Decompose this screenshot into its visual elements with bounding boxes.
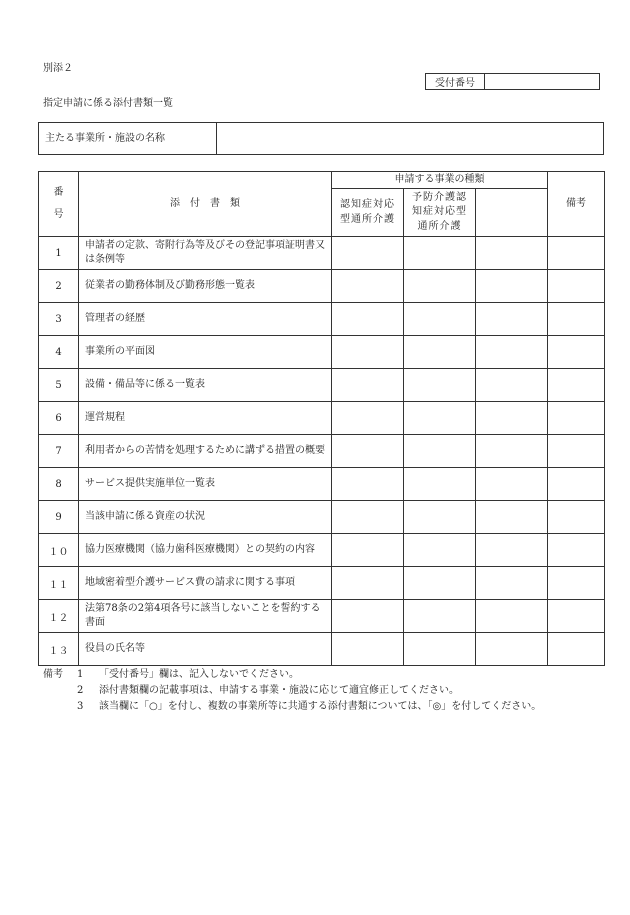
receipt-number-field[interactable] xyxy=(485,74,600,90)
service-1-check-cell[interactable] xyxy=(332,501,404,534)
remarks-cell[interactable] xyxy=(548,501,605,534)
note-text: 該当欄に「○」を付し、複数の事業所等に共通する添付書類については、「◎」を付してください。 xyxy=(99,701,542,712)
column-header-service-2: 予防介護認知症対応型通所介護 xyxy=(404,189,476,237)
facility-name-label: 主たる事業所・施設の名称 xyxy=(39,123,217,154)
note-text: 添付書類欄の記載事項は、申請する事業・施設に応じて適宜修正してください。 xyxy=(99,685,459,696)
note-item-1 xyxy=(43,667,623,683)
table-row xyxy=(39,435,605,468)
note-index: 3 xyxy=(77,701,84,712)
service-3-check-cell[interactable] xyxy=(476,633,548,666)
table-row xyxy=(39,369,605,402)
column-header-service-type: 申請する事業の種類 xyxy=(332,172,548,189)
document-name: 従業者の勤務体制及び勤務形態一覧表 xyxy=(79,270,332,303)
row-number: 3 xyxy=(39,303,79,336)
service-1-check-cell[interactable] xyxy=(332,303,404,336)
note-index: 2 xyxy=(77,685,84,696)
service-2-check-cell[interactable] xyxy=(404,534,476,567)
table-row xyxy=(39,303,605,336)
remarks-cell[interactable] xyxy=(548,567,605,600)
row-number: 1 xyxy=(39,237,79,270)
row-number: 5 xyxy=(39,369,79,402)
document-name: 地域密着型介護サービス費の請求に関する事項 xyxy=(79,567,332,600)
document-name: 運営規程 xyxy=(79,402,332,435)
row-number: １０ xyxy=(39,534,79,567)
document-name: 申請者の定款、寄附行為等及びその登記事項証明書又は条例等 xyxy=(79,237,332,270)
service-3-check-cell[interactable] xyxy=(476,534,548,567)
service-3-check-cell[interactable] xyxy=(476,435,548,468)
remarks-cell[interactable] xyxy=(548,534,605,567)
table-row xyxy=(39,402,605,435)
document-name: 当該申請に係る資産の状況 xyxy=(79,501,332,534)
document-name: 協力医療機関（協力歯科医療機関）との契約の内容 xyxy=(79,534,332,567)
service-3-check-cell[interactable] xyxy=(476,501,548,534)
document-name: 利用者からの苦情を処理するために講ずる措置の概要 xyxy=(79,435,332,468)
column-header-number xyxy=(39,172,79,237)
table-row xyxy=(39,567,605,600)
attachment-documents-table xyxy=(38,171,605,666)
document-name: 設備・備品等に係る一覧表 xyxy=(79,369,332,402)
service-1-check-cell[interactable] xyxy=(332,435,404,468)
service-1-check-cell[interactable] xyxy=(332,237,404,270)
service-2-check-cell[interactable] xyxy=(404,237,476,270)
service-1-check-cell[interactable] xyxy=(332,534,404,567)
service-3-check-cell[interactable] xyxy=(476,402,548,435)
remarks-notes xyxy=(43,667,623,715)
column-header-remarks: 備考 xyxy=(548,172,605,237)
table-row xyxy=(39,270,605,303)
column-header-service-1: 認知症対応型通所介護 xyxy=(332,189,404,237)
note-index: 1 xyxy=(77,669,84,680)
service-2-check-cell[interactable] xyxy=(404,270,476,303)
facility-name-field[interactable] xyxy=(217,123,603,154)
table-row xyxy=(39,237,605,270)
service-3-check-cell[interactable] xyxy=(476,567,548,600)
facility-name-box xyxy=(38,122,604,155)
service-2-check-cell[interactable] xyxy=(404,369,476,402)
service-3-check-cell[interactable] xyxy=(476,237,548,270)
service-2-check-cell[interactable] xyxy=(404,600,476,633)
column-header-number-line1: 番 xyxy=(53,186,64,198)
notes-label: 備考 xyxy=(43,669,63,680)
table-row xyxy=(39,501,605,534)
service-1-check-cell[interactable] xyxy=(332,468,404,501)
document-title: 指定申請に係る添付書類一覧 xyxy=(43,98,173,109)
row-number: 6 xyxy=(39,402,79,435)
table-row xyxy=(39,633,605,666)
row-number: 8 xyxy=(39,468,79,501)
receipt-number-box xyxy=(425,73,600,90)
service-2-check-cell[interactable] xyxy=(404,336,476,369)
remarks-cell[interactable] xyxy=(548,303,605,336)
document-name: 事業所の平面図 xyxy=(79,336,332,369)
service-2-check-cell[interactable] xyxy=(404,402,476,435)
service-3-check-cell[interactable] xyxy=(476,600,548,633)
remarks-cell[interactable] xyxy=(548,435,605,468)
service-2-check-cell[interactable] xyxy=(404,633,476,666)
table-row xyxy=(39,534,605,567)
service-1-check-cell[interactable] xyxy=(332,567,404,600)
service-2-check-cell[interactable] xyxy=(404,435,476,468)
table-row xyxy=(39,600,605,633)
row-number: １３ xyxy=(39,633,79,666)
table-row xyxy=(39,336,605,369)
remarks-cell[interactable] xyxy=(548,237,605,270)
remarks-cell[interactable] xyxy=(548,336,605,369)
remarks-cell[interactable] xyxy=(548,600,605,633)
remarks-cell[interactable] xyxy=(548,633,605,666)
service-2-check-cell[interactable] xyxy=(404,567,476,600)
column-header-service-3 xyxy=(476,189,548,237)
receipt-number-label: 受付番号 xyxy=(426,74,485,90)
row-number: １１ xyxy=(39,567,79,600)
service-3-check-cell[interactable] xyxy=(476,336,548,369)
row-number: １２ xyxy=(39,600,79,633)
service-1-check-cell[interactable] xyxy=(332,633,404,666)
row-number: 2 xyxy=(39,270,79,303)
column-header-document: 添 付 書 類 xyxy=(79,172,332,237)
service-1-check-cell[interactable] xyxy=(332,402,404,435)
document-name: 役員の氏名等 xyxy=(79,633,332,666)
note-text: 「受付番号」欄は、記入しないでください。 xyxy=(99,669,299,680)
remarks-cell[interactable] xyxy=(548,369,605,402)
document-name: サービス提供実施単位一覧表 xyxy=(79,468,332,501)
service-1-check-cell[interactable] xyxy=(332,369,404,402)
service-3-check-cell[interactable] xyxy=(476,270,548,303)
table-row xyxy=(39,468,605,501)
row-number: 9 xyxy=(39,501,79,534)
remarks-cell[interactable] xyxy=(548,270,605,303)
column-header-number-line2: 号 xyxy=(53,209,64,220)
service-1-check-cell[interactable] xyxy=(332,600,404,633)
service-2-check-cell[interactable] xyxy=(404,501,476,534)
document-name: 管理者の経歴 xyxy=(79,303,332,336)
attachment-label: 別添２ xyxy=(43,63,73,74)
row-number: 7 xyxy=(39,435,79,468)
service-2-check-cell[interactable] xyxy=(404,303,476,336)
document-name: 法第78条の2第4項各号に該当しないことを誓約する書面 xyxy=(79,600,332,633)
service-1-check-cell[interactable] xyxy=(332,336,404,369)
row-number: 4 xyxy=(39,336,79,369)
service-1-check-cell[interactable] xyxy=(332,270,404,303)
service-2-check-cell[interactable] xyxy=(404,468,476,501)
remarks-cell[interactable] xyxy=(548,468,605,501)
remarks-cell[interactable] xyxy=(548,402,605,435)
service-3-check-cell[interactable] xyxy=(476,468,548,501)
service-3-check-cell[interactable] xyxy=(476,303,548,336)
note-item-3 xyxy=(43,699,623,715)
service-3-check-cell[interactable] xyxy=(476,369,548,402)
note-item-2 xyxy=(43,683,623,699)
